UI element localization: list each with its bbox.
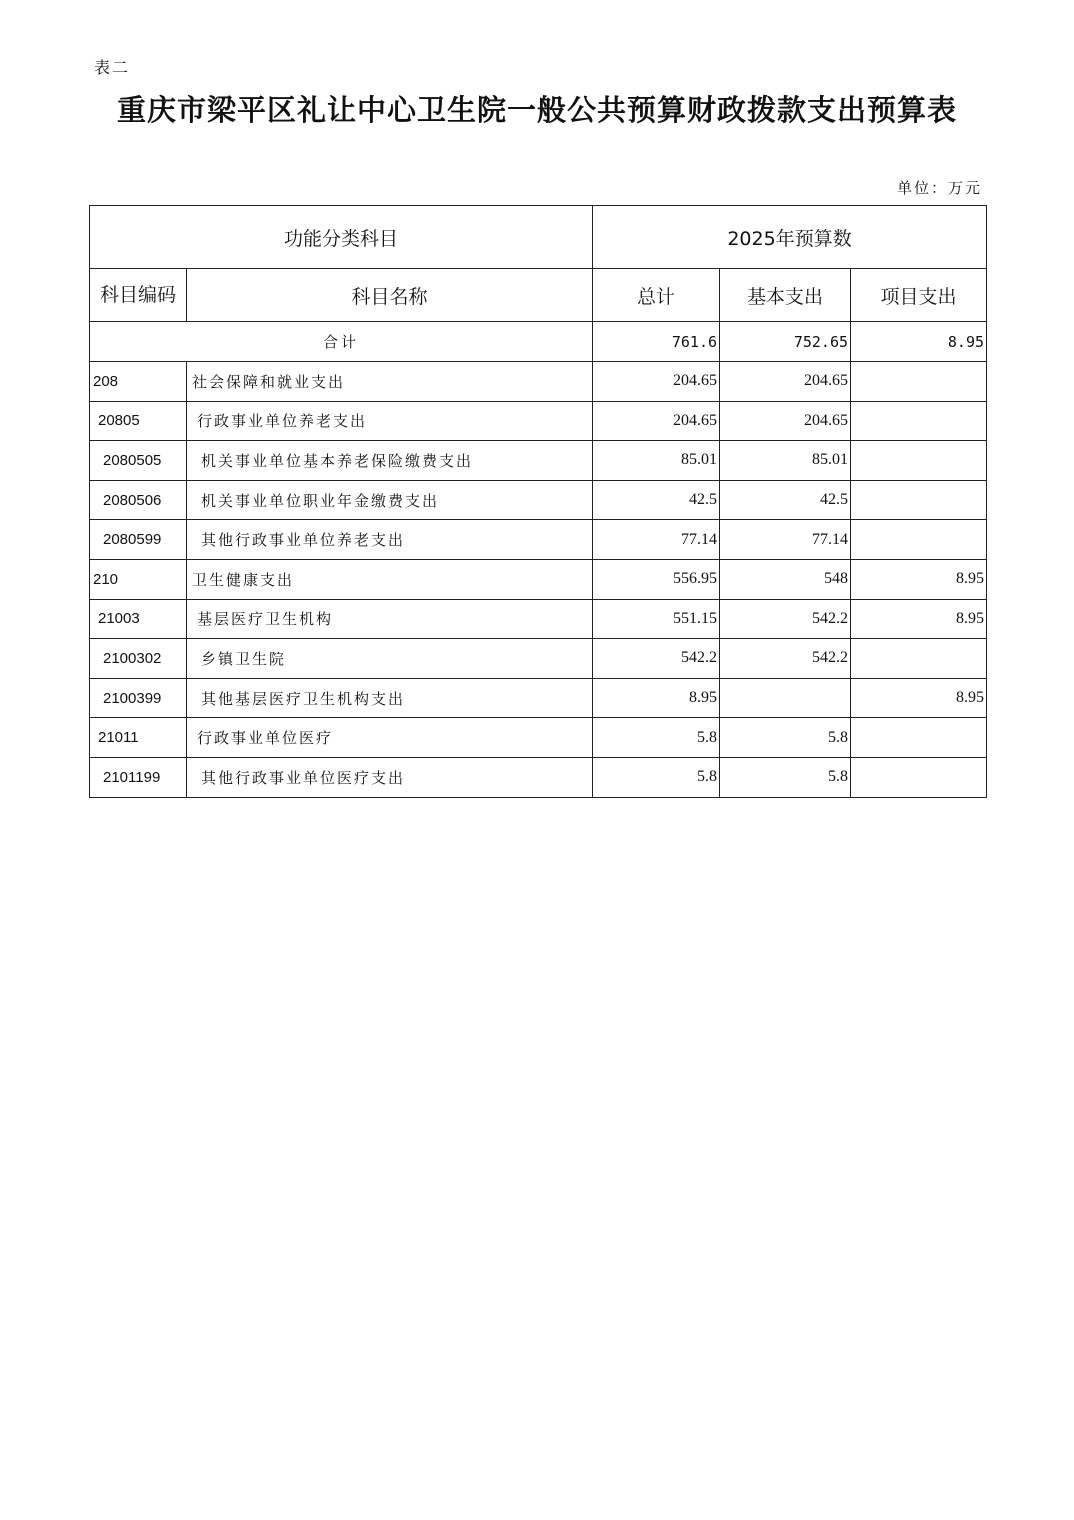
row-basic: 204.65 <box>720 362 851 402</box>
table-row <box>90 757 987 797</box>
total-basic: 752.65 <box>720 322 851 362</box>
row-project <box>851 401 987 441</box>
table-row <box>90 559 987 599</box>
budget-table <box>89 205 987 798</box>
row-total: 42.5 <box>593 480 720 520</box>
row-total: 542.2 <box>593 639 720 679</box>
row-total: 5.8 <box>593 757 720 797</box>
row-total: 85.01 <box>593 441 720 481</box>
row-basic: 542.2 <box>720 639 851 679</box>
row-project <box>851 480 987 520</box>
table-row <box>90 599 987 639</box>
row-project <box>851 718 987 758</box>
page-title: 重庆市梁平区礼让中心卫生院一般公共预算财政拨款支出预算表 <box>116 93 957 127</box>
row-code: 2080506 <box>90 480 187 520</box>
row-name: 行政事业单位医疗 <box>187 718 593 758</box>
header-total: 总计 <box>593 269 720 322</box>
row-total: 77.14 <box>593 520 720 560</box>
row-total: 551.15 <box>593 599 720 639</box>
row-code: 2080505 <box>90 441 187 481</box>
row-project <box>851 639 987 679</box>
row-name: 其他行政事业单位医疗支出 <box>187 757 593 797</box>
row-total: 204.65 <box>593 401 720 441</box>
row-code: 208 <box>90 362 187 402</box>
row-basic: 77.14 <box>720 520 851 560</box>
row-project: 8.95 <box>851 599 987 639</box>
header-function-category: 功能分类科目 <box>90 206 593 269</box>
table-row <box>90 480 987 520</box>
row-name: 行政事业单位养老支出 <box>187 401 593 441</box>
total-total: 761.6 <box>593 322 720 362</box>
row-basic: 5.8 <box>720 757 851 797</box>
total-project: 8.95 <box>851 322 987 362</box>
row-name: 其他基层医疗卫生机构支出 <box>187 678 593 718</box>
row-basic: 85.01 <box>720 441 851 481</box>
row-basic: 542.2 <box>720 599 851 639</box>
row-project: 8.95 <box>851 559 987 599</box>
row-total: 8.95 <box>593 678 720 718</box>
row-basic: 42.5 <box>720 480 851 520</box>
table-row <box>90 718 987 758</box>
row-name: 乡镇卫生院 <box>187 639 593 679</box>
row-code: 210 <box>90 559 187 599</box>
row-name: 基层医疗卫生机构 <box>187 599 593 639</box>
header-project: 项目支出 <box>851 269 987 322</box>
row-code: 21003 <box>90 599 187 639</box>
row-code: 21011 <box>90 718 187 758</box>
row-basic <box>720 678 851 718</box>
unit-label: 单位：万元 <box>896 179 982 197</box>
row-code: 20805 <box>90 401 187 441</box>
row-name: 机关事业单位基本养老保险缴费支出 <box>187 441 593 481</box>
table-row <box>90 520 987 560</box>
row-name: 其他行政事业单位养老支出 <box>187 520 593 560</box>
row-project <box>851 757 987 797</box>
row-project <box>851 441 987 481</box>
row-project <box>851 362 987 402</box>
row-name: 机关事业单位职业年金缴费支出 <box>187 480 593 520</box>
row-project: 8.95 <box>851 678 987 718</box>
header-code: 科目编码 <box>90 269 187 322</box>
row-code: 2101199 <box>90 757 187 797</box>
row-total: 5.8 <box>593 718 720 758</box>
total-row <box>90 322 987 362</box>
table-row <box>90 678 987 718</box>
header-row-group <box>90 206 987 269</box>
table-label: 表二 <box>94 58 131 77</box>
row-name: 社会保障和就业支出 <box>187 362 593 402</box>
row-total: 556.95 <box>593 559 720 599</box>
table-row <box>90 441 987 481</box>
header-name: 科目名称 <box>187 269 593 322</box>
row-project <box>851 520 987 560</box>
row-basic: 204.65 <box>720 401 851 441</box>
row-total: 204.65 <box>593 362 720 402</box>
table-row <box>90 401 987 441</box>
header-budget-2025: 2025年预算数 <box>593 206 987 269</box>
table-row <box>90 639 987 679</box>
row-code: 2080599 <box>90 520 187 560</box>
row-code: 2100302 <box>90 639 187 679</box>
header-row-columns <box>90 269 987 322</box>
row-code: 2100399 <box>90 678 187 718</box>
total-label: 合计 <box>90 322 593 362</box>
header-basic: 基本支出 <box>720 269 851 322</box>
row-name: 卫生健康支出 <box>187 559 593 599</box>
table-row <box>90 362 987 402</box>
row-basic: 548 <box>720 559 851 599</box>
row-basic: 5.8 <box>720 718 851 758</box>
